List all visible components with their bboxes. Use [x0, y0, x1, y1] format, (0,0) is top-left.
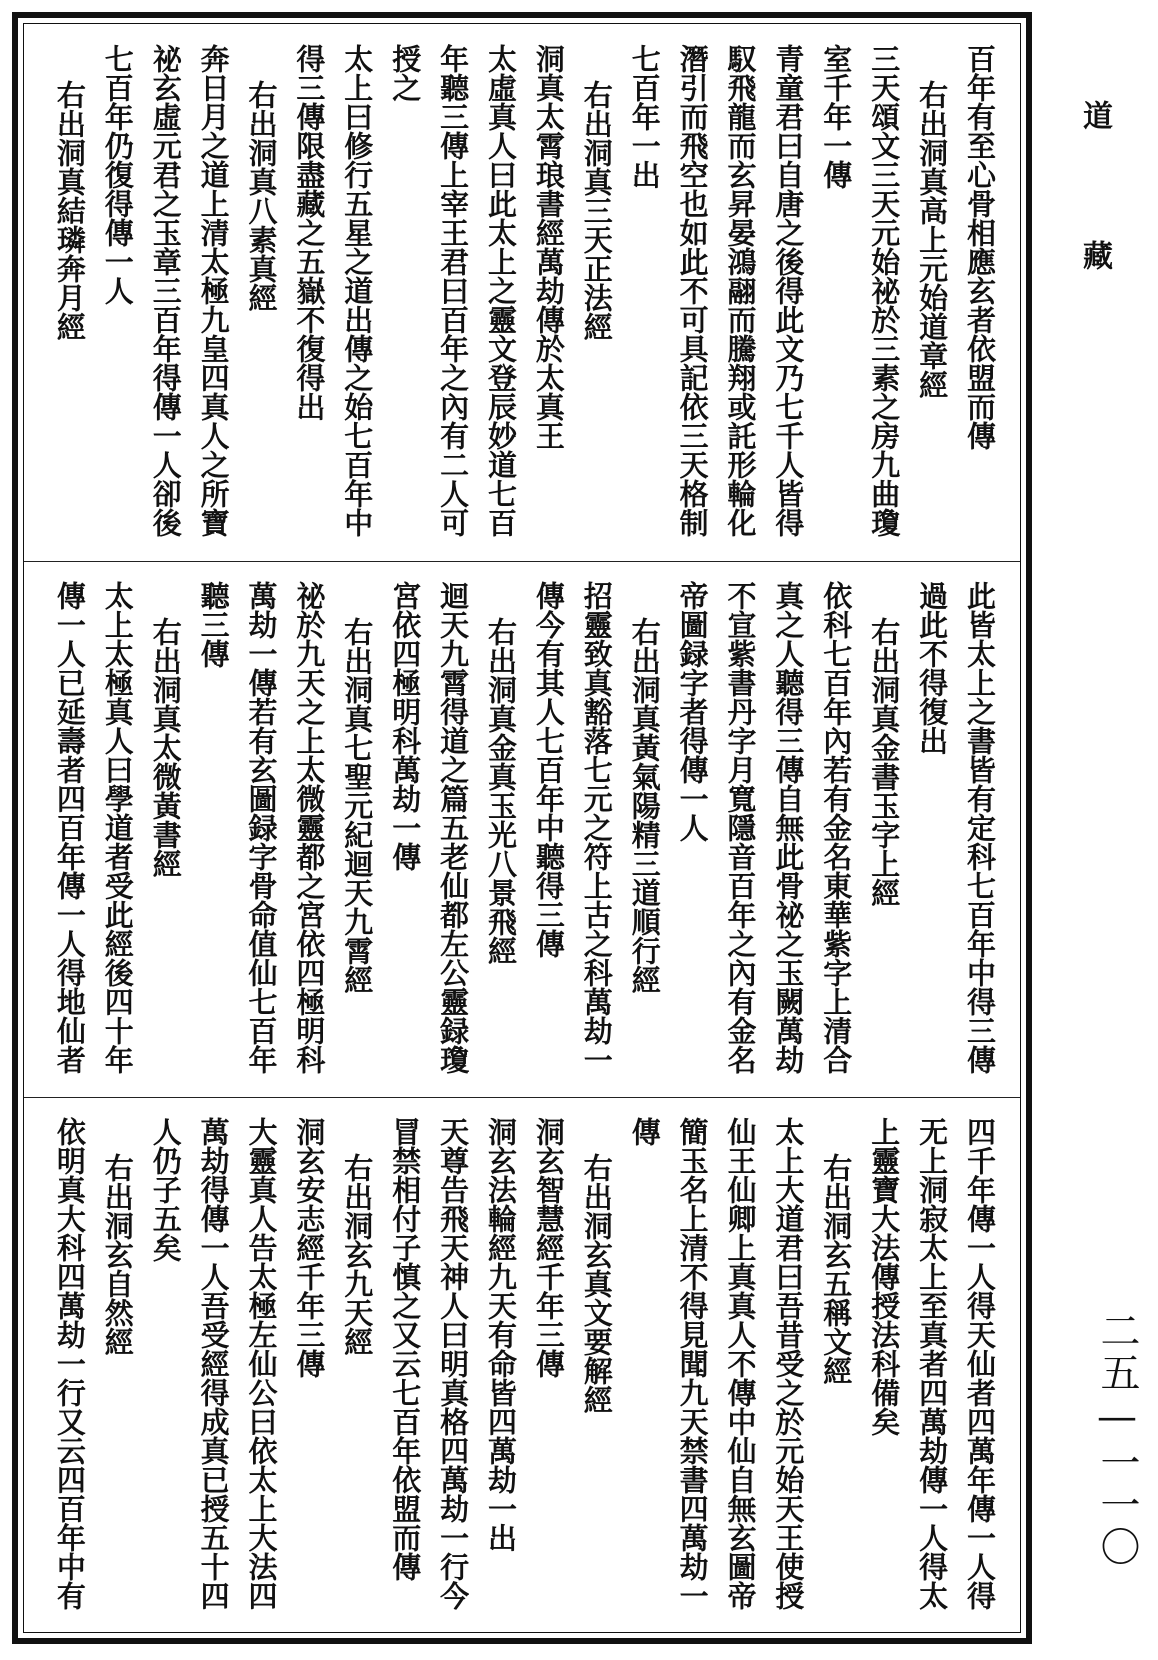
text-column: 馭飛龍而玄昇晏鴻翮而騰翔或託形輪化 [723, 44, 758, 537]
text-column: 百年有至心骨相應玄者依盟而傳 [963, 44, 997, 450]
text-column: 右出洞真金真玉光八景飛經 [484, 616, 518, 965]
text-column: 傳一人已延壽者四百年傳一人得地仙者 [52, 580, 87, 1074]
register-2 [24, 561, 1020, 1098]
text-column: 洞真太霄琅書經萬劫傳於太真王 [531, 44, 566, 450]
text-column: 仙王仙卿上真真人不傳中仙自無玄圖帝 [723, 1117, 758, 1611]
text-column: 依明真大科四萬劫一行又云四百年中有 [52, 1117, 87, 1611]
text-column: 洞玄安志經千年三傳 [292, 1117, 327, 1379]
text-column: 右出洞玄真文要解經 [579, 1153, 614, 1415]
text-column: 授之 [388, 44, 423, 102]
text-column: 右出洞玄自然經 [100, 1153, 135, 1357]
text-column: 傳今有其人七百年中聽得三傳 [531, 580, 566, 958]
text-column: 右出洞真七聖元紀迴天九霄經 [340, 616, 375, 994]
text-column: 右出洞真結璘奔月經 [52, 80, 87, 341]
text-column: 萬劫得傳一人吾受經得成真已授五十四 [196, 1117, 231, 1611]
text-column: 右出洞真金書玉字上經 [867, 616, 902, 907]
text-column: 帝圖録字者得傳一人 [675, 580, 710, 842]
text-column: 迴天九霄得道之篇五老仙都左公靈録瓊 [436, 580, 471, 1074]
text-column: 簡玉名上清不得見聞九天禁書四萬劫一 [675, 1117, 710, 1611]
text-column: 三天頌文三天元始祕於三素之房九曲瓊 [867, 44, 902, 537]
text-column: 室千年一傳 [819, 44, 854, 189]
text-column: 傳 [627, 1117, 662, 1147]
text-column: 此皆太上之書皆有定科七百年中得三傳 [963, 580, 997, 1074]
text-column: 奔日月之道上清太極九皇四真人之所寶 [196, 44, 231, 537]
text-column: 太上太極真人曰學道者受此經後四十年 [100, 580, 135, 1074]
text-column: 祕於九天之上太微靈都之宮依四極明科 [292, 580, 327, 1074]
text-column: 招靈致真豁落七元之符上古之科萬劫一 [579, 580, 614, 1074]
text-column: 太上曰修行五星之道出傳之始七百年中 [340, 44, 375, 537]
text-column: 太虛真人曰此太上之靈文登辰妙道七百 [484, 44, 518, 537]
text-column: 真之人聽得三傳自無此骨祕之玉闕萬劫 [771, 580, 806, 1074]
text-column: 人仍子五矣 [148, 1117, 183, 1263]
text-column: 依科七百年內若有金名東華紫字上清合 [819, 580, 854, 1074]
text-column: 年聽三傳上宰王君曰百年之內有二人可 [436, 44, 471, 537]
register-3 [24, 1097, 1020, 1634]
text-column: 洞玄智慧經千年三傳 [531, 1117, 566, 1379]
text-column: 祕玄虛元君之玉章三百年得傳一人卻後 [148, 44, 183, 537]
text-column: 右出洞真八素真經 [244, 80, 279, 312]
text-column: 七百年一出 [627, 44, 662, 189]
text-column: 得三傳限盡藏之五嶽不復得出 [292, 44, 327, 421]
page-frame [12, 12, 1032, 1644]
text-column: 上靈寶大法傳授法科備矣 [867, 1117, 902, 1437]
text-column: 右出洞真三天正法經 [579, 80, 614, 341]
text-column: 太上大道君曰吾昔受之於元始天王使授 [771, 1117, 806, 1611]
text-column: 大靈真人告太極左仙公曰依太上大法四 [244, 1117, 279, 1611]
margin-label-2: 藏 [1077, 240, 1112, 270]
text-column: 右出洞真黃氣陽精三道順行經 [627, 616, 662, 994]
text-column: 右出洞玄九天經 [340, 1153, 375, 1357]
text-column: 右出洞真太微黃書經 [148, 616, 183, 878]
text-column: 青童君曰自唐之後得此文乃七千人皆得 [771, 44, 806, 537]
margin-label-1: 道 [1077, 100, 1112, 130]
text-column: 四千年傳一人得天仙者四萬年傳一人得 [963, 1117, 997, 1611]
text-column: 潛引而飛空也如此不可具記依三天格制 [675, 44, 710, 537]
text-column: 宮依四極明科萬劫一傳 [388, 580, 423, 871]
text-column: 萬劫一傳若有玄圖録字骨命值仙七百年 [244, 580, 279, 1074]
page-number: 二五—一一〇 [1094, 1310, 1140, 1568]
text-column: 冒禁相付子慎之又云七百年依盟而傳 [388, 1117, 423, 1582]
text-column: 无上洞寂太上至真者四萬劫傳一人得太 [915, 1117, 950, 1611]
text-column: 聽三傳 [196, 580, 231, 668]
text-column: 洞玄法輪經九天有命皆四萬劫一出 [484, 1117, 518, 1553]
register-divider [24, 561, 1020, 562]
text-column: 右出洞玄五稱文經 [819, 1153, 854, 1386]
register-divider [24, 1097, 1020, 1098]
page-inner-border [23, 23, 1021, 1633]
text-column: 右出洞真高上元始道章經 [915, 80, 950, 399]
text-column: 天尊告飛天神人曰明真格四萬劫一行今 [436, 1117, 471, 1611]
text-column: 過此不得復出 [915, 580, 950, 755]
text-column: 不宣紫書丹字月寬隱音百年之內有金名 [723, 580, 758, 1074]
register-1 [24, 24, 1020, 561]
text-column: 七百年仍復得傳一人 [100, 44, 135, 305]
